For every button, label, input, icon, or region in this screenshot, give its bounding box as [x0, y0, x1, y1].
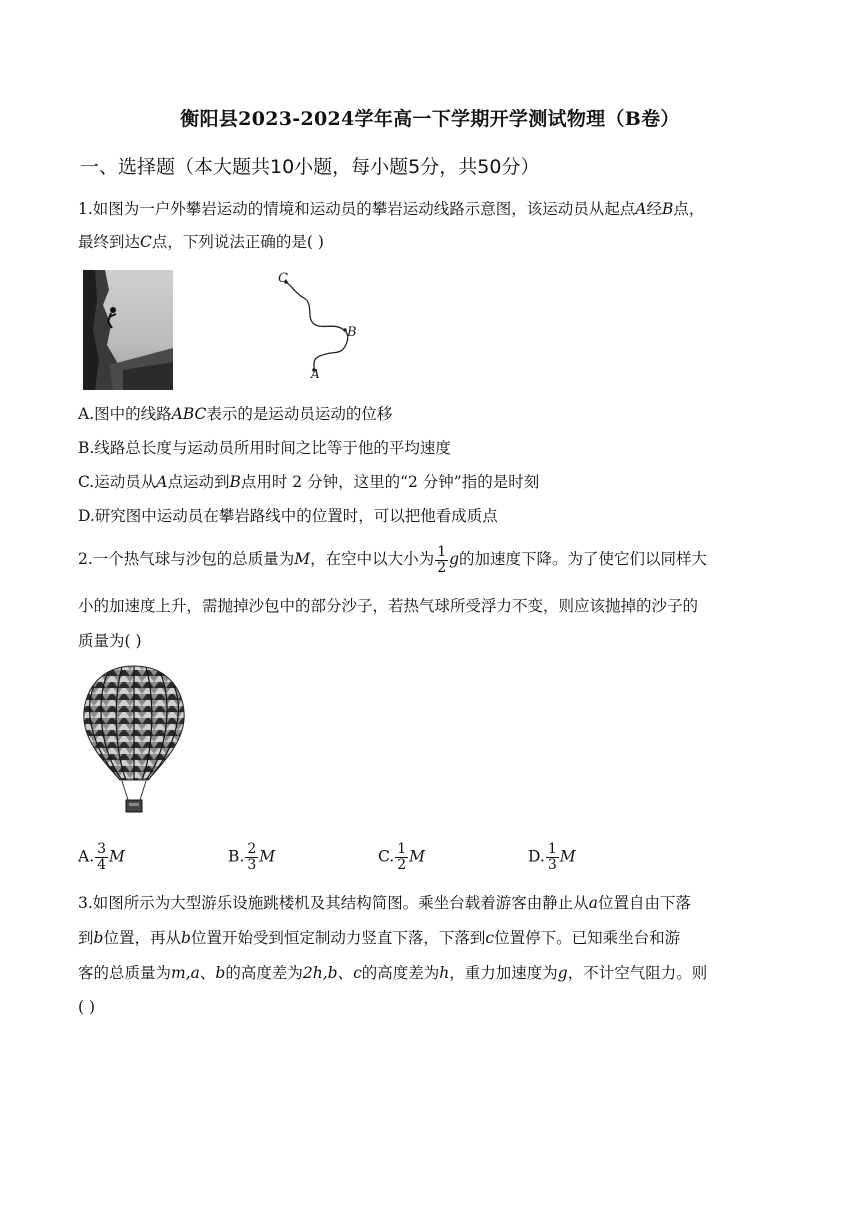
- q3-stem-text: 、: [337, 964, 354, 982]
- q1-stem-text: 1.如图为一户外攀岩运动的情境和运动员的攀岩运动线路示意图，该运动员从起点: [78, 200, 636, 218]
- math-expression: 2h,b: [302, 964, 338, 982]
- position-b: b: [215, 964, 226, 982]
- fraction-denominator: 3: [547, 857, 557, 873]
- mass-symbol: M: [559, 847, 576, 866]
- q3-stem-text: 3.如图所示为大型游乐设施跳楼机及其结构简图。乘坐台载着游客由静止从: [78, 894, 589, 912]
- option-text: 点运动到: [167, 473, 230, 491]
- q3-line-1: [78, 893, 691, 913]
- route-abc: ABC: [171, 405, 207, 423]
- q2-stem-text: 2.一个热气球与沙包的总质量为: [78, 550, 295, 568]
- option-fraction: [546, 842, 559, 873]
- q3-stem-text: 位置，再从: [103, 929, 181, 947]
- q2-line-1: [78, 544, 707, 576]
- q1-line-2: [78, 232, 324, 252]
- q3-line-3: [78, 963, 707, 983]
- q1-point-a: A: [635, 200, 647, 218]
- position-a: a: [588, 894, 599, 912]
- q1-stem-text: 点，下列说法正确的是( ): [151, 233, 324, 251]
- q3-stem-text: 的高度差为: [225, 964, 303, 982]
- q3-stem-text: 的高度差为: [361, 964, 440, 982]
- q3-stem-text: ，重力加速度为: [449, 964, 558, 982]
- fraction-numerator: 1: [397, 841, 407, 857]
- fraction-numerator: 1: [437, 543, 447, 560]
- option-prefix: D.: [528, 847, 545, 866]
- route-label-c: C: [278, 271, 288, 286]
- option-text: C.运动员从: [78, 473, 157, 491]
- climbing-route-diagram: [270, 268, 370, 383]
- mass-symbol: M: [294, 550, 311, 568]
- position-b: b: [93, 929, 104, 947]
- route-label-a: A: [311, 367, 320, 381]
- fraction-denominator: 2: [397, 857, 407, 873]
- option-fraction: [95, 842, 108, 873]
- q1-option-b: B.线路总长度与运动员所用时间之比等于他的平均速度: [78, 439, 451, 457]
- climbing-photo: [83, 270, 173, 390]
- option-fraction: [245, 842, 258, 873]
- q2-stem-text: ，在空中以大小为: [310, 550, 435, 568]
- fraction-numerator: 3: [97, 841, 107, 857]
- option-text: 表示的是运动员运动的位移: [206, 405, 393, 423]
- option-text: A.图中的线路: [78, 405, 172, 423]
- gravity-symbol: g: [557, 964, 568, 982]
- mass-symbol: M: [259, 847, 276, 866]
- option-fraction: [395, 842, 408, 873]
- q1-stem-text: 点，: [673, 200, 705, 218]
- fraction-numerator: 1: [547, 841, 557, 857]
- q3-stem-text: 客的总质量为: [78, 964, 172, 982]
- section-heading: 一、选择题（本大题共10小题，每小题5分，共50分）: [80, 156, 540, 178]
- fraction-numerator: 2: [247, 841, 257, 857]
- q3-stem-text: 位置自由下落: [598, 894, 692, 912]
- q1-option-a: [78, 404, 392, 424]
- option-prefix: C.: [378, 847, 395, 866]
- q1-line-1: [78, 199, 704, 219]
- q1-point-b: B: [662, 200, 674, 218]
- q3-line-4: ( ): [78, 998, 96, 1016]
- q3-stem-text: 、: [199, 964, 216, 982]
- q3-stem-text: 到: [78, 929, 94, 947]
- q1-stem-text: 经: [646, 200, 663, 218]
- position-b: b: [180, 929, 191, 947]
- option-prefix: A.: [78, 847, 95, 866]
- q2-option-a: [78, 842, 125, 873]
- q1-point-a: A: [156, 473, 168, 491]
- position-c: c: [485, 929, 495, 947]
- q3-stem-text: ，不计空气阻力。则: [567, 964, 708, 982]
- option-text: 点用时 2 分钟，这里的“2 分钟”指的是时刻: [240, 473, 540, 491]
- q3-stem-text: 位置停下。已知乘坐台和游: [494, 929, 681, 947]
- fraction-denominator: 3: [247, 857, 257, 873]
- q2-stem-text: 的加速度下降。为了使它们以同样大: [459, 550, 708, 568]
- page-title: 衡阳县2023-2024学年高一下学期开学测试物理（B卷）: [180, 108, 680, 130]
- height-symbol: h: [439, 964, 450, 982]
- q3-line-2: [78, 928, 680, 948]
- q1-option-c: [78, 472, 539, 492]
- q2-line-3: 质量为( ): [78, 632, 142, 650]
- q1-point-c: C: [140, 233, 152, 251]
- fraction-denominator: 2: [437, 559, 447, 576]
- q2-line-2: 小的加速度上升，需抛掉沙包中的部分沙子，若热气球所受浮力不变，则应该抛掉的沙子的: [78, 597, 699, 615]
- q1-stem-text: 最终到达: [78, 233, 141, 251]
- mass-symbol: M: [409, 847, 426, 866]
- q3-stem-text: 位置开始受到恒定制动力竖直下落，下落到: [190, 929, 486, 947]
- q2-option-c: [378, 842, 425, 873]
- q2-option-d: [528, 842, 576, 873]
- q1-option-d: D.研究图中运动员在攀岩路线中的位置时，可以把他看成质点: [78, 507, 498, 525]
- mass-symbol: M: [109, 847, 125, 866]
- fraction-half: [435, 545, 448, 576]
- math-expression: m,a: [171, 964, 200, 982]
- q2-option-b: [228, 842, 275, 873]
- q1-point-b: B: [229, 473, 241, 491]
- position-c: c: [353, 964, 362, 982]
- route-label-b: B: [347, 325, 357, 340]
- option-prefix: B.: [228, 847, 245, 866]
- fraction-denominator: 4: [97, 857, 107, 873]
- hot-air-balloon-image: [82, 664, 186, 816]
- gravity-symbol: g: [449, 550, 460, 568]
